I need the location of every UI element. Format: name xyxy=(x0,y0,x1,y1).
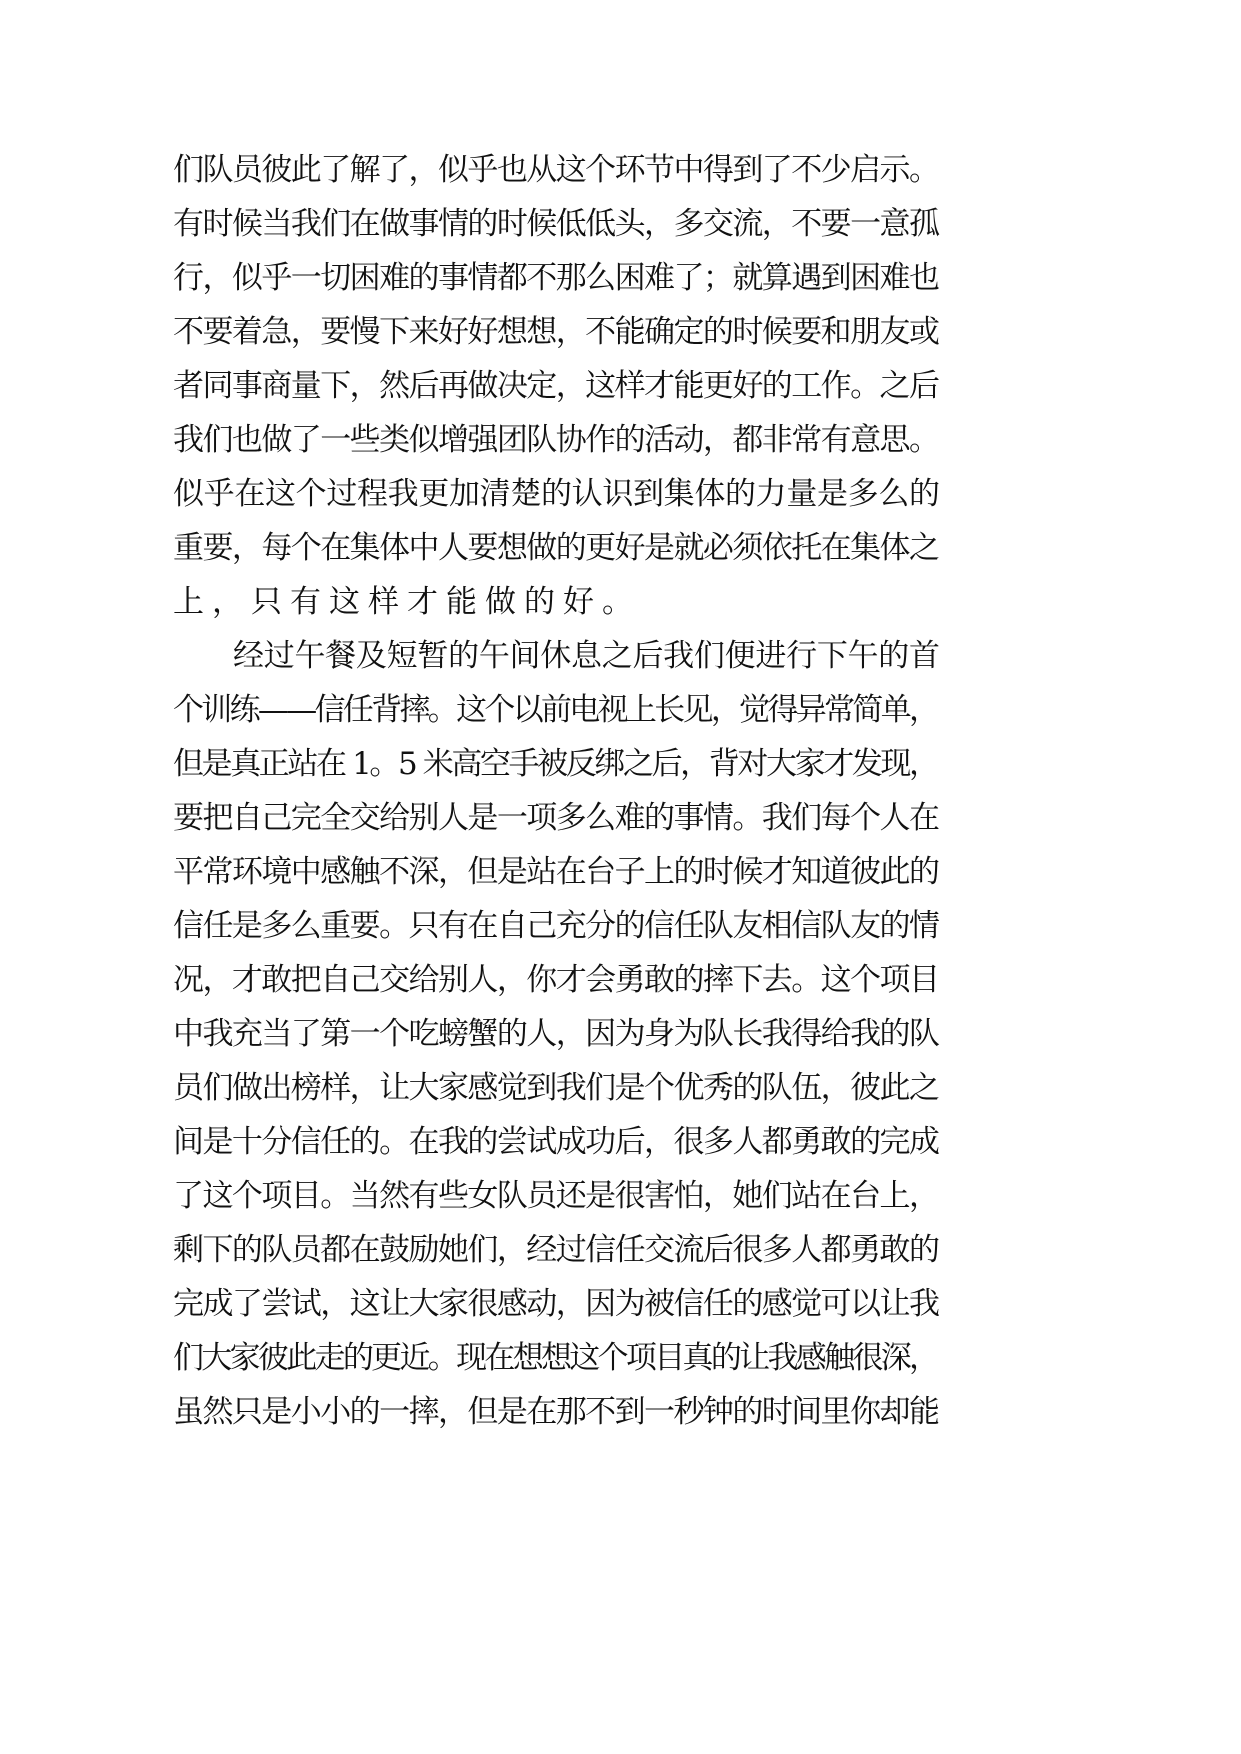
text-line xyxy=(0,1058,1241,1118)
line-text: 但是真正站在 1。5 米高空手被反绑之后，背对大家才发现， xyxy=(173,746,938,782)
text-line xyxy=(0,896,1241,956)
line-text: 员们做出榜样，让大家感觉到我们是个优秀的队伍，彼此之 xyxy=(173,1070,939,1106)
text-line xyxy=(0,1004,1241,1064)
line-text: 者同事商量下，然后再做决定，这样才能更好的工作。之后 xyxy=(173,368,939,404)
line-text: 我们也做了一些类似增强团队协作的活动，都非常有意思。 xyxy=(173,422,939,458)
line-text: 剩下的队员都在鼓励她们，经过信任交流后很多人都勇敢的 xyxy=(173,1232,939,1268)
text-line xyxy=(0,248,1241,308)
text-line xyxy=(0,194,1241,254)
text-line xyxy=(0,572,1241,632)
line-text: 行，似乎一切困难的事情都不那么困难了；就算遇到困难也 xyxy=(173,260,939,296)
line-text: 虽然只是小小的一摔，但是在那不到一秒钟的时间里你却能 xyxy=(173,1394,939,1430)
text-line xyxy=(0,734,1241,794)
text-line xyxy=(0,788,1241,848)
line-text: 不要着急，要慢下来好好想想，不能确定的时候要和朋友或 xyxy=(173,314,939,350)
text-line xyxy=(0,626,1241,686)
text-line xyxy=(0,1328,1241,1388)
text-line xyxy=(0,1166,1241,1226)
line-text: 似乎在这个过程我更加清楚的认识到集体的力量是多么的 xyxy=(173,476,940,512)
text-line xyxy=(0,410,1241,470)
text-line xyxy=(0,356,1241,416)
text-line xyxy=(0,1382,1241,1442)
line-text: 了这个项目。当然有些女队员还是很害怕，她们站在台上， xyxy=(173,1178,939,1214)
line-text: 们队员彼此了解了，似乎也从这个环节中得到了不少启示。 xyxy=(173,152,939,188)
line-text: 重要，每个在集体中人要想做的更好是就必须依托在集体之 xyxy=(173,530,939,566)
text-line xyxy=(0,680,1241,740)
line-text: 况，才敢把自己交给别人，你才会勇敢的摔下去。这个项目 xyxy=(173,962,939,998)
line-text: 信任是多么重要。只有在自己充分的信任队友相信队友的情 xyxy=(173,908,939,944)
text-line xyxy=(0,842,1241,902)
line-text: 中我充当了第一个吃螃蟹的人，因为身为队长我得给我的队 xyxy=(173,1016,939,1052)
text-line xyxy=(0,1112,1241,1172)
line-text: 个训练——信任背摔。这个以前电视上长见，觉得异常简单， xyxy=(173,692,938,728)
line-text: 间是十分信任的。在我的尝试成功后，很多人都勇敢的完成 xyxy=(173,1124,939,1160)
line-text: 平常环境中感触不深，但是站在台子上的时候才知道彼此的 xyxy=(173,854,939,890)
text-line xyxy=(0,1274,1241,1334)
line-text: 上，只有这样才能做的好。 xyxy=(173,584,641,620)
line-text: 有时候当我们在做事情的时候低低头，多交流，不要一意孤 xyxy=(173,206,939,242)
line-text: 完成了尝试，这让大家很感动，因为被信任的感觉可以让我 xyxy=(173,1286,939,1322)
line-text: 要把自己完全交给别人是一项多么难的事情。我们每个人在 xyxy=(173,800,939,836)
text-line xyxy=(0,140,1241,200)
text-line xyxy=(0,518,1241,578)
text-line xyxy=(0,302,1241,362)
text-line xyxy=(0,950,1241,1010)
paragraph-first-line: 经过午餐及短暂的午间休息之后我们便进行下午的首 xyxy=(233,638,940,674)
text-line xyxy=(0,464,1241,524)
text-line xyxy=(0,1220,1241,1280)
line-text: 们大家彼此走的更近。现在想想这个项目真的让我感触很深， xyxy=(173,1340,938,1376)
